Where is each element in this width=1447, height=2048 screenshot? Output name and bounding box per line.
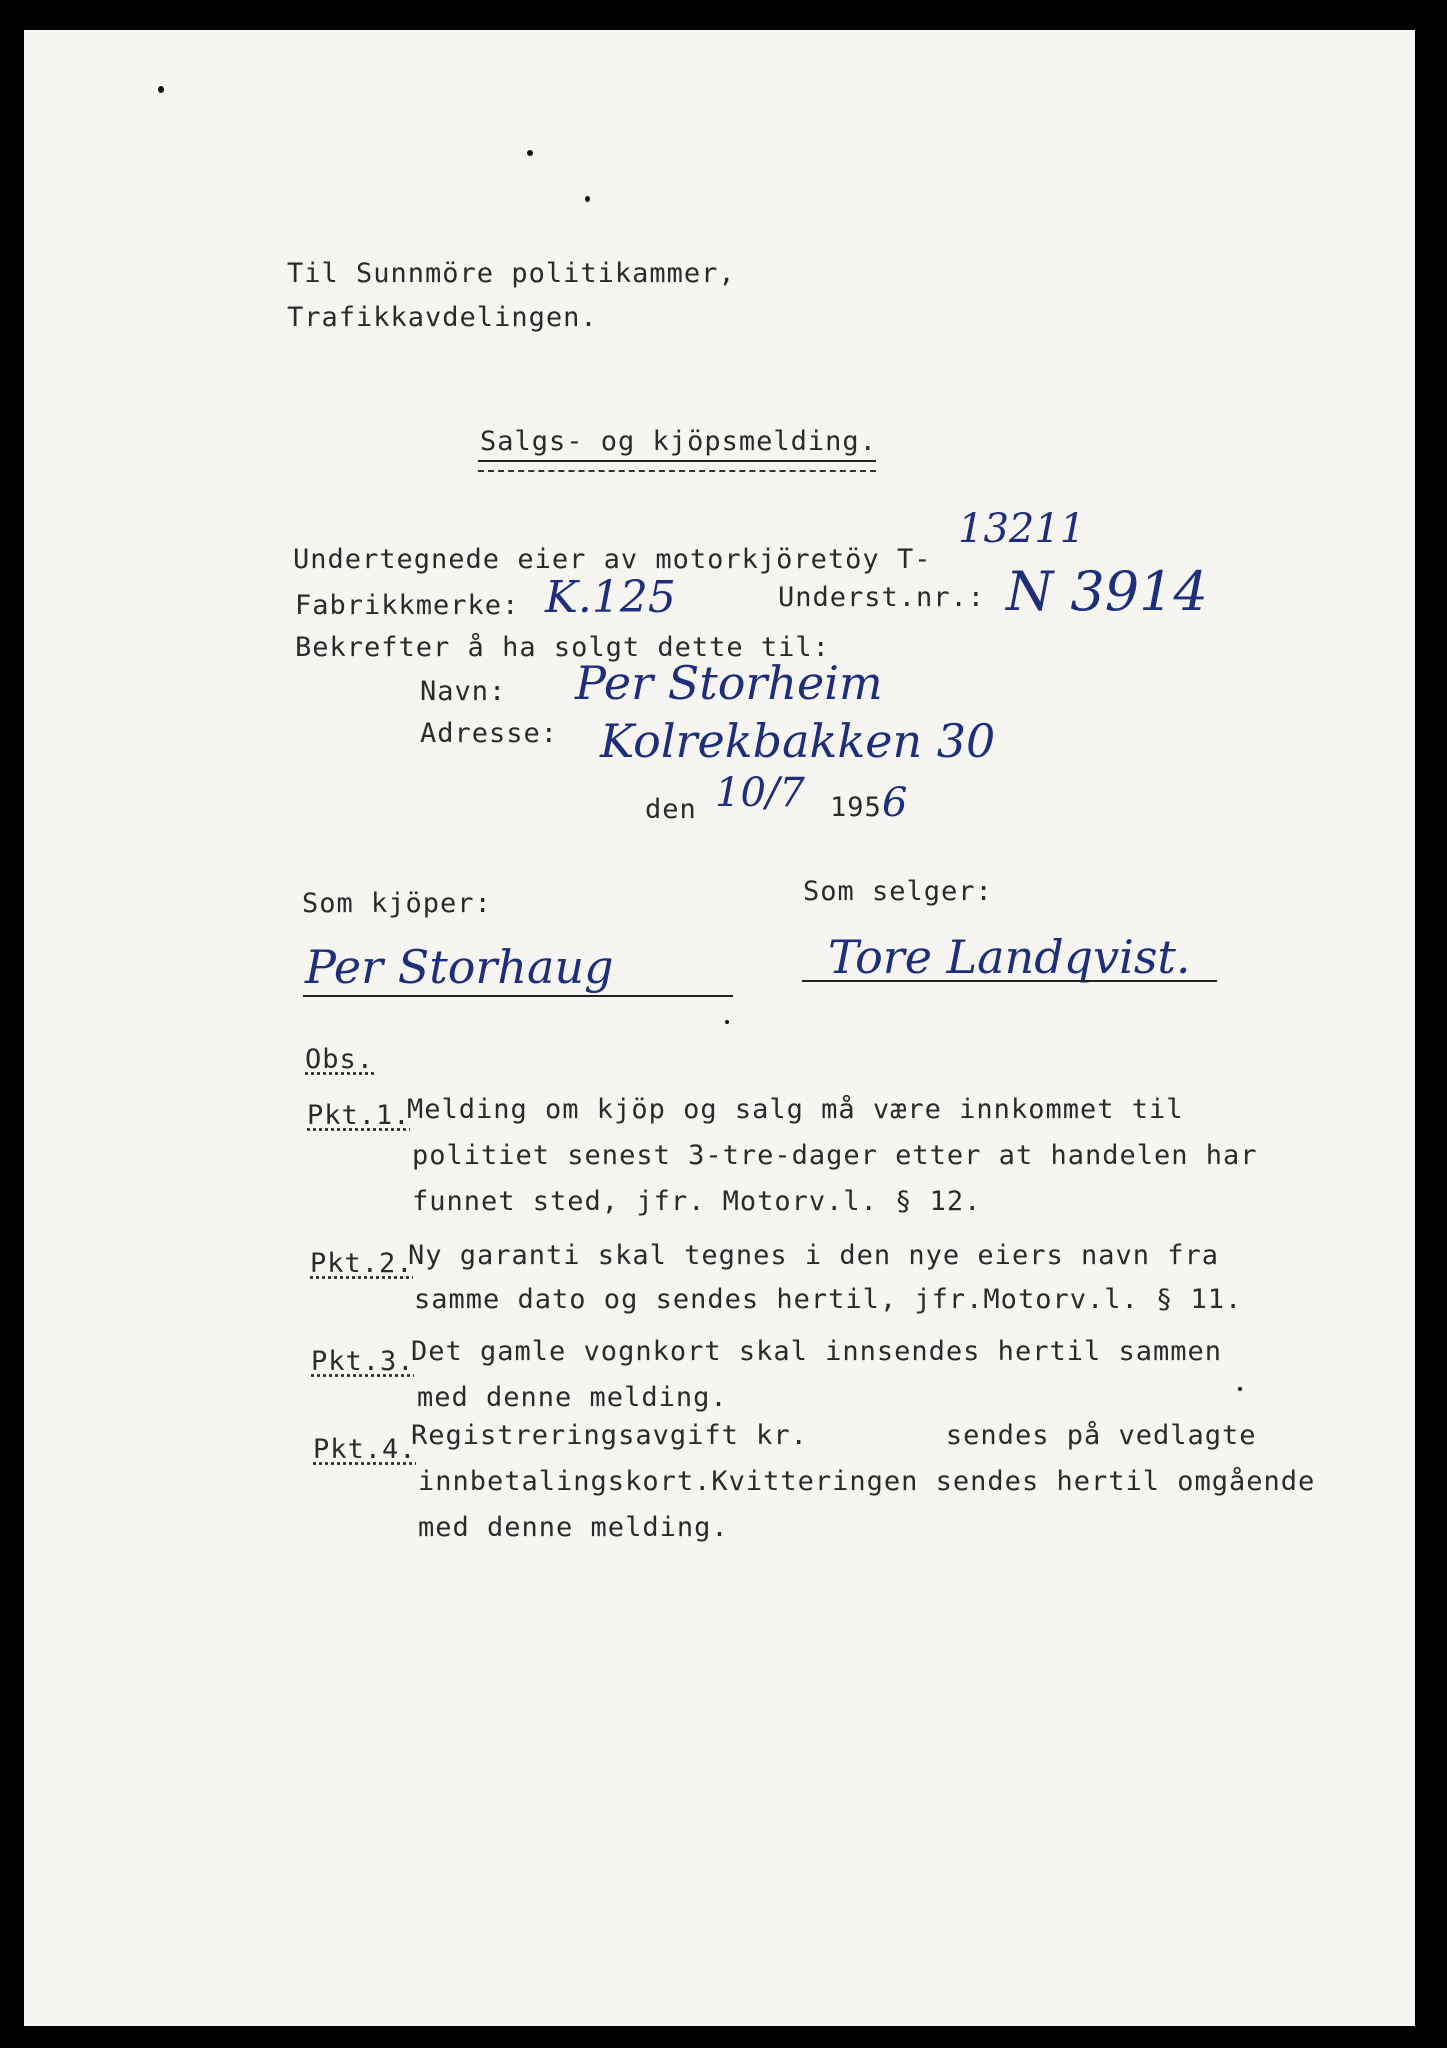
- title-dashed-rule: [478, 470, 876, 472]
- title-underline: [478, 460, 876, 462]
- note-4-line-3: med denne melding.: [418, 1512, 729, 1543]
- document-title: Salgs- og kjöpsmelding.: [480, 426, 877, 457]
- owner-registration-value: 13211: [958, 506, 1086, 552]
- document-page: [24, 30, 1415, 2026]
- note-2-line-2: samme dato og sendes hertil, jfr.Motorv.l. § 11.: [414, 1284, 1243, 1315]
- year-written: 6: [882, 780, 908, 826]
- ink-speck: [1238, 1387, 1242, 1391]
- buyer-address-value: Kolrekbakken 30: [600, 714, 996, 768]
- seller-signature: Tore Landqvist.: [828, 930, 1191, 984]
- note-4-line-2: innbetalingskort.Kvitteringen sendes hertil omgående: [418, 1466, 1316, 1497]
- note-4-line-1: Registreringsavgift kr. sendes på vedlagte: [411, 1420, 1257, 1451]
- ink-speck: [158, 86, 164, 93]
- ink-speck: [725, 1020, 729, 1024]
- year-printed: 195: [830, 792, 882, 823]
- name-label: Navn:: [420, 676, 507, 707]
- note-3-label: Pkt.3.: [311, 1346, 415, 1377]
- ink-speck: [585, 196, 590, 202]
- note-1-line-1: Melding om kjöp og salg må være innkommet til: [407, 1094, 1184, 1125]
- seller-label: Som selger:: [803, 876, 993, 907]
- notes-heading: Obs.: [305, 1044, 375, 1075]
- date-value: 10/7: [715, 770, 805, 816]
- address-label: Adresse:: [420, 718, 559, 749]
- note-1-line-3: funnet sted, jfr. Motorv.l. § 12.: [412, 1186, 982, 1217]
- recipient-line-2: Trafikkavdelingen.: [287, 302, 598, 333]
- seller-signature-line: [802, 980, 1217, 982]
- buyer-signature-line: [303, 995, 733, 997]
- date-prefix: den: [645, 794, 697, 825]
- note-3-line-1: Det gamle vognkort skal innsendes hertil sammen: [411, 1336, 1223, 1367]
- note-1-line-2: politiet senest 3-tre-dager etter at handelen har: [412, 1140, 1258, 1171]
- buyer-label: Som kjöper:: [302, 888, 492, 919]
- brand-value: K.125: [545, 572, 676, 623]
- note-2-label: Pkt.2.: [310, 1248, 414, 1279]
- owner-label: Undertegnede eier av motorkjöretöy T-: [293, 544, 932, 575]
- understell-value: N 3914: [1006, 560, 1208, 623]
- note-4-label: Pkt.4.: [313, 1434, 417, 1465]
- ink-speck: [527, 150, 533, 156]
- recipient-line-1: Til Sunnmöre politikammer,: [287, 258, 736, 289]
- note-1-label: Pkt.1.: [307, 1100, 411, 1131]
- buyer-signature: Per Storhaug: [305, 940, 614, 994]
- buyer-name-value: Per Storheim: [575, 656, 883, 710]
- brand-label: Fabrikkmerke:: [295, 590, 520, 621]
- note-2-line-1: Ny garanti skal tegnes i den nye eiers navn fra: [408, 1240, 1220, 1271]
- confirm-label: Bekrefter å ha solgt dette til:: [295, 632, 830, 663]
- understell-label: Underst.nr.:: [778, 582, 986, 613]
- note-3-line-2: med denne melding.: [417, 1382, 728, 1413]
